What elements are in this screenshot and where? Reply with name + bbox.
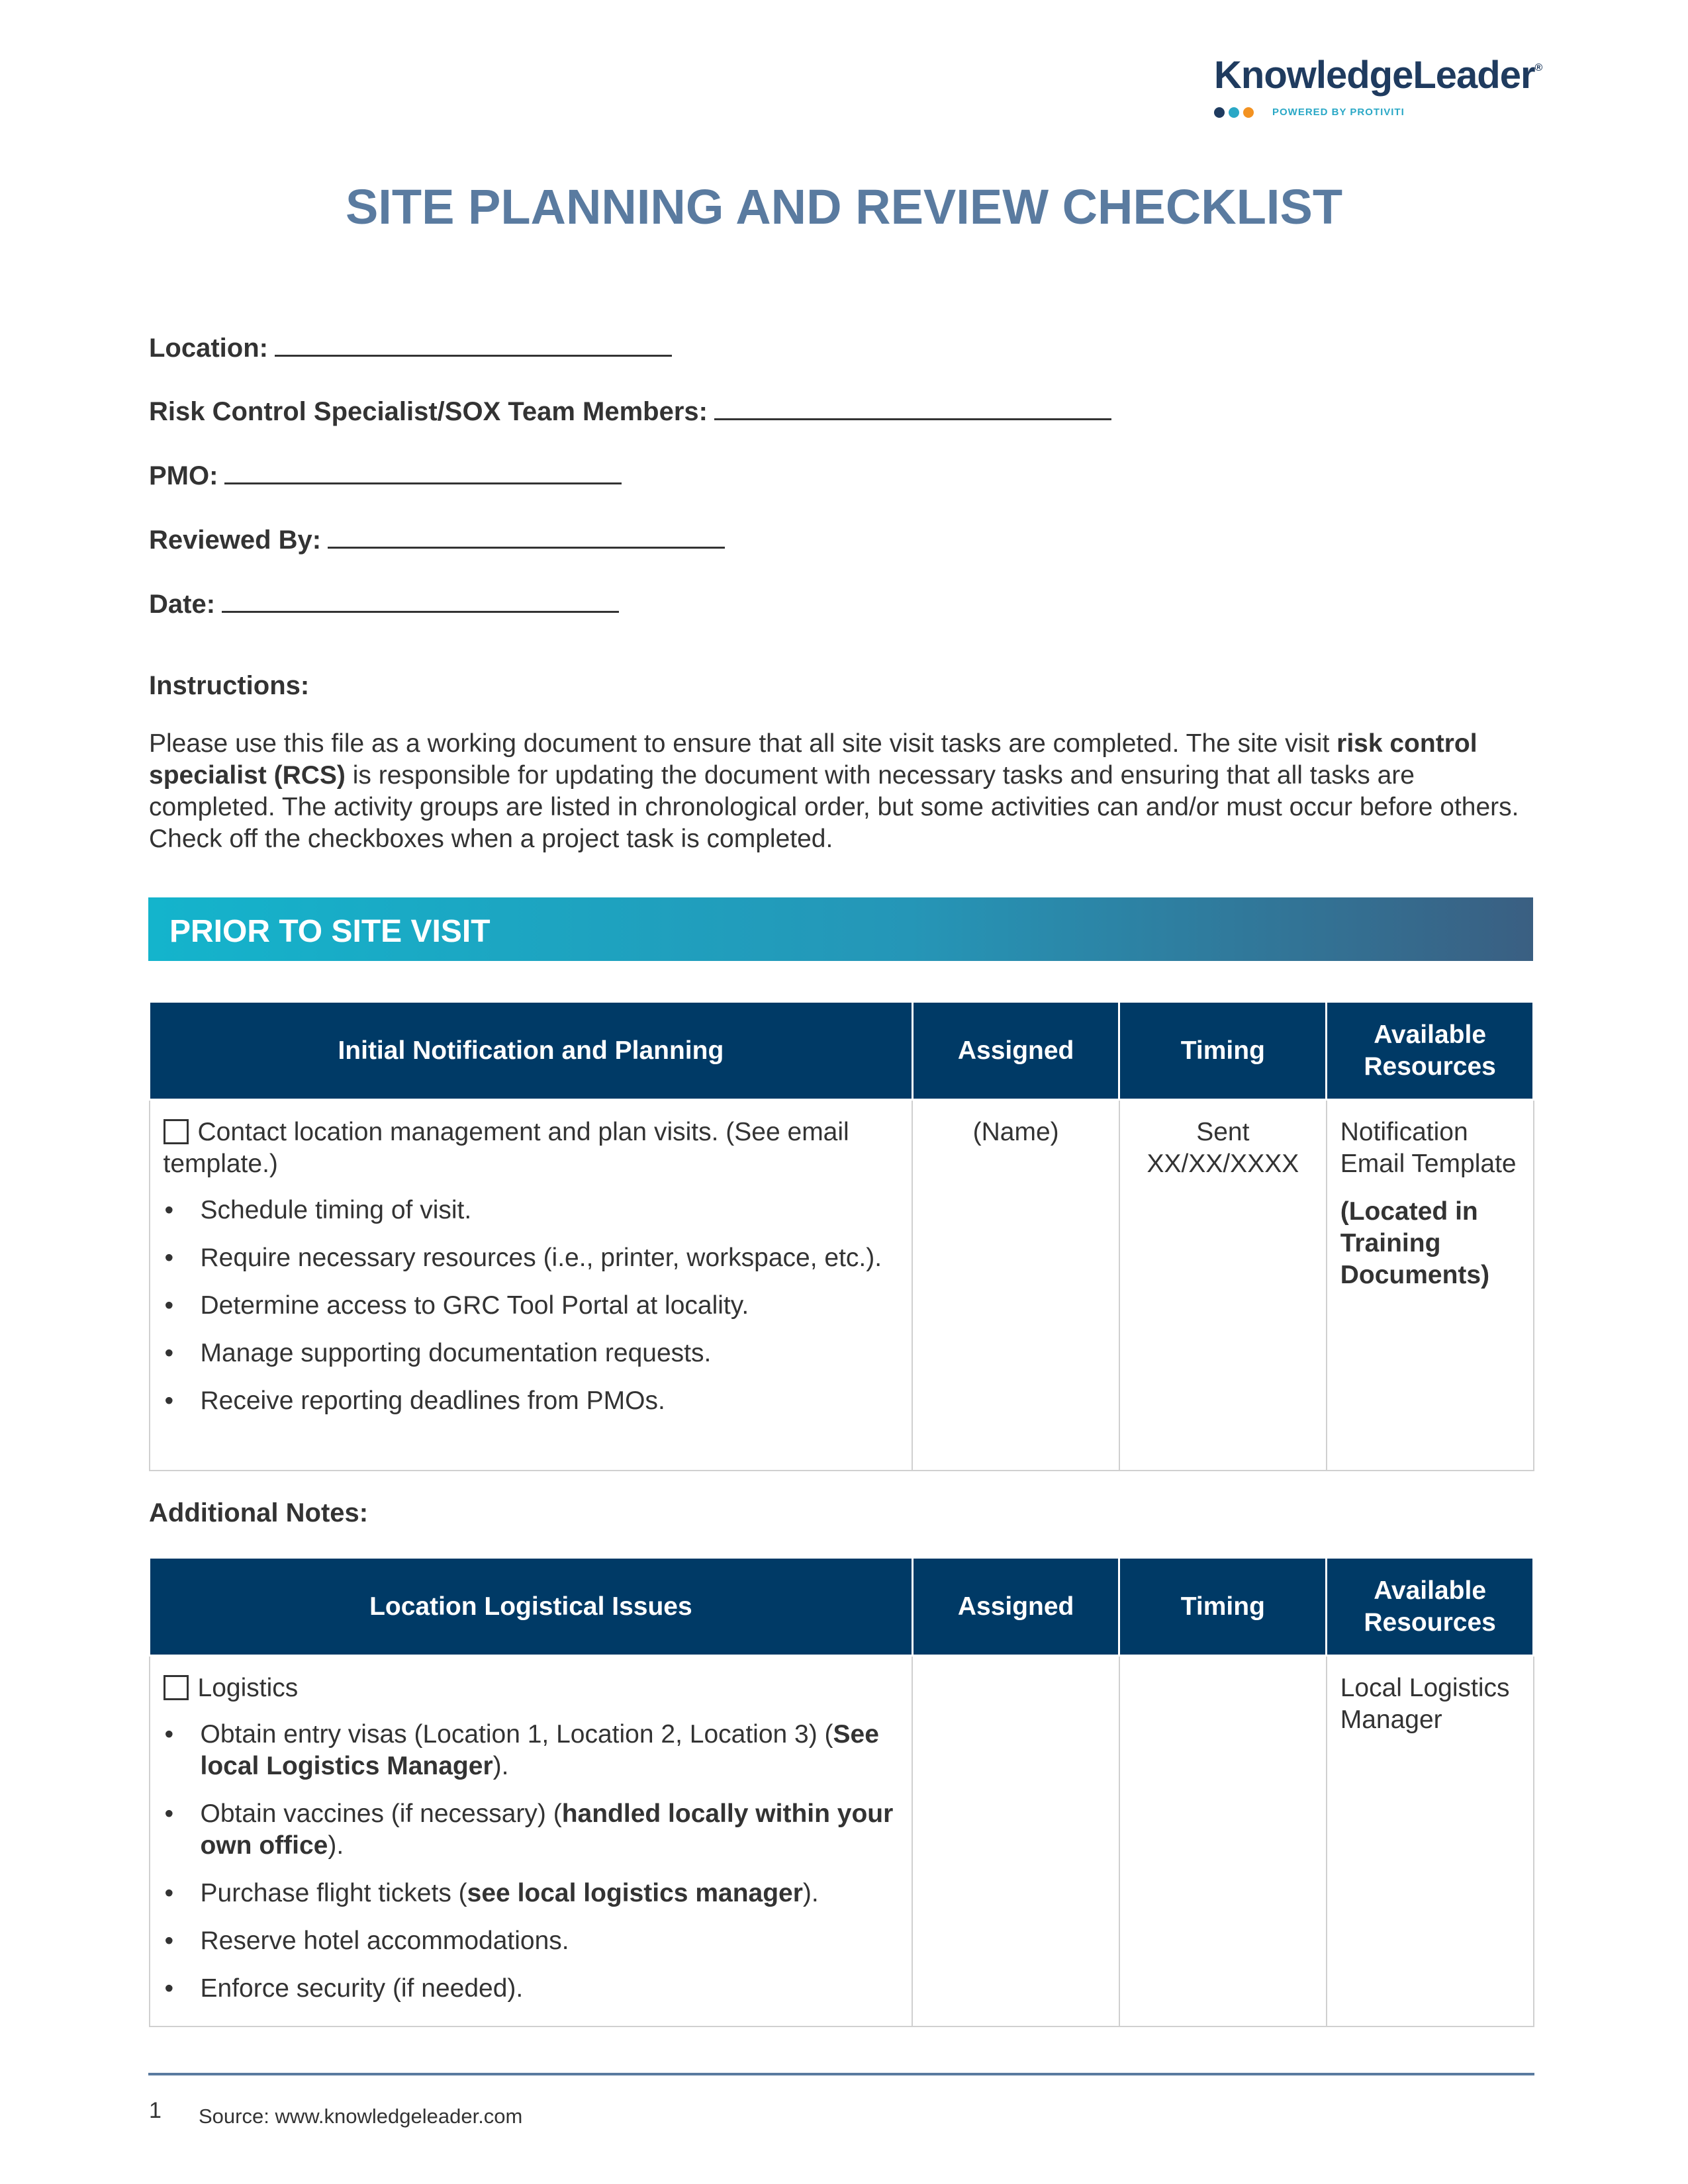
list-item-text: ). (328, 1831, 344, 1860)
team-members-label: Risk Control Specialist/SOX Team Members: (149, 397, 708, 426)
instructions-text-2: is responsible for updating the document with necessary tasks and ensuring that all tasks are completed. The activity groups are listed in chronological order, but some activities can and/or must occur before others. Check off the checkboxes when a project task is completed. (149, 761, 1519, 853)
timing-cell[interactable] (1119, 1656, 1327, 2026)
table-header-row (150, 1558, 1534, 1656)
reviewed-by-field (149, 525, 725, 555)
task-item (164, 1116, 899, 1180)
pmo-blank-line[interactable] (224, 461, 622, 484)
table-row (150, 1100, 1534, 1471)
assigned-cell[interactable] (912, 1656, 1119, 2026)
list-item: • Obtain vaccines (if necessary) (handled locally within your own office). (164, 1799, 894, 1860)
reviewed-by-label: Reviewed By: (149, 525, 322, 555)
list-item-text: ). (802, 1879, 819, 1907)
resources-cell: Local Logistics Manager (1327, 1656, 1534, 2026)
list-item-text: Manage supporting documentation requests. (200, 1339, 712, 1367)
task-label: Contact location management and plan visits. (See email template.) (163, 1118, 849, 1178)
date-blank-line[interactable] (222, 590, 619, 613)
footer-divider (148, 2073, 1534, 2075)
task-cell (150, 1656, 913, 2026)
list-item: • Purchase flight tickets (see local logistics manager). (164, 1879, 819, 1907)
table-row (150, 1656, 1534, 2026)
logistical-issues-table (148, 1557, 1534, 2027)
reviewed-by-blank-line[interactable] (328, 525, 725, 549)
list-item: • Reserve hotel accommodations. (164, 1927, 569, 1955)
header-resources: Available Resources (1327, 1558, 1534, 1656)
list-item-text: Determine access to GRC Tool Portal at locality. (200, 1291, 749, 1320)
list-item-text: Purchase flight tickets ( (200, 1879, 467, 1907)
page-number: 1 (149, 2098, 162, 2123)
instructions-text-1: Please use this file as a working document to ensure that all site visit tasks are completed. The site visit (149, 729, 1337, 758)
checkbox[interactable] (164, 1675, 189, 1700)
resources-cell (1327, 1100, 1534, 1471)
header-assigned: Assigned (912, 1002, 1119, 1100)
additional-notes-label: Additional Notes: (149, 1498, 369, 1527)
table-header-row (150, 1002, 1534, 1100)
list-item: • Require necessary resources (i.e., printer, workspace, etc.). (164, 1244, 882, 1272)
instructions-bold-rcs: risk control specialist (RCS) (149, 729, 1477, 790)
instructions-heading: Instructions: (149, 671, 310, 700)
list-item-text: Receive reporting deadlines from PMOs. (200, 1387, 665, 1415)
list-item: • Enforce security (if needed). (164, 1974, 524, 2003)
list-item: • Schedule timing of visit. (164, 1196, 472, 1224)
list-item-text: ). (492, 1752, 509, 1780)
list-item: • Manage supporting documentation requests. (164, 1339, 712, 1367)
knowledgeleader-logo (1214, 53, 1542, 118)
header-task: Initial Notification and Planning (150, 1002, 913, 1100)
resources-location-note: (Located in Training Documents) (1340, 1197, 1490, 1289)
logo-dot-icon (1243, 107, 1254, 118)
logo-dot-icon (1229, 107, 1239, 118)
task-label: Logistics (197, 1674, 299, 1702)
list-item-bold: handled locally within your own office (200, 1799, 894, 1860)
team-members-blank-line[interactable] (714, 397, 1111, 420)
header-task: Location Logistical Issues (150, 1558, 913, 1656)
assigned-cell[interactable]: (Name) (912, 1100, 1119, 1471)
list-item-text: Obtain vaccines (if necessary) ( (200, 1799, 562, 1828)
list-item-text: Reserve hotel accommodations. (200, 1927, 569, 1955)
list-item-text: Obtain entry visas (Location 1, Location 2, Location 3) ( (200, 1720, 833, 1749)
initial-notification-table (148, 1001, 1534, 1471)
list-item: • Obtain entry visas (Location 1, Location 2, Location 3) (See local Logistics Manager). (164, 1720, 879, 1780)
document-title: SITE PLANNING AND REVIEW CHECKLIST (345, 179, 1343, 234)
pmo-label: PMO: (149, 461, 218, 490)
task-item (164, 1672, 899, 1704)
resources-text: Notification Email Template (1340, 1118, 1517, 1178)
header-resources: Available Resources (1327, 1002, 1534, 1100)
task-bullet-list (164, 1195, 899, 1417)
logo-tagline: POWERED BY PROTIVITI (1272, 107, 1405, 118)
location-field (149, 334, 672, 363)
location-label: Location: (149, 334, 268, 363)
checkbox[interactable] (164, 1119, 189, 1144)
header-assigned: Assigned (912, 1558, 1119, 1656)
list-item-bold: See local Logistics Manager (200, 1720, 879, 1780)
header-timing: Timing (1119, 1002, 1327, 1100)
logo-subline (1214, 107, 1529, 118)
list-item-bold: see local logistics manager (467, 1879, 803, 1907)
list-item-text: Require necessary resources (i.e., printer, workspace, etc.). (200, 1244, 882, 1272)
team-members-field (149, 397, 1111, 427)
logo-registered-mark: ® (1534, 62, 1542, 73)
task-cell (150, 1100, 913, 1471)
timing-cell[interactable]: Sent XX/XX/XXXX (1119, 1100, 1327, 1471)
logo-name: KnowledgeLeader (1214, 54, 1535, 97)
list-item-text: Enforce security (if needed). (200, 1974, 524, 2003)
pmo-field (149, 461, 622, 491)
section-banner (148, 897, 1533, 961)
list-item-text: Schedule timing of visit. (200, 1196, 472, 1224)
source-link[interactable]: Source: www.knowledgeleader.com (199, 2105, 523, 2128)
task-bullet-list (164, 1719, 899, 2005)
location-blank-line[interactable] (275, 334, 672, 357)
date-label: Date: (149, 590, 216, 619)
header-timing: Timing (1119, 1558, 1327, 1656)
instructions-paragraph (149, 728, 1539, 855)
logo-wordmark (1214, 53, 1542, 97)
section-banner-label: PRIOR TO SITE VISIT (169, 914, 491, 949)
list-item: • Receive reporting deadlines from PMOs. (164, 1387, 665, 1415)
date-field (149, 590, 619, 619)
logo-dot-icon (1214, 107, 1225, 118)
list-item: • Determine access to GRC Tool Portal at locality. (164, 1291, 749, 1320)
